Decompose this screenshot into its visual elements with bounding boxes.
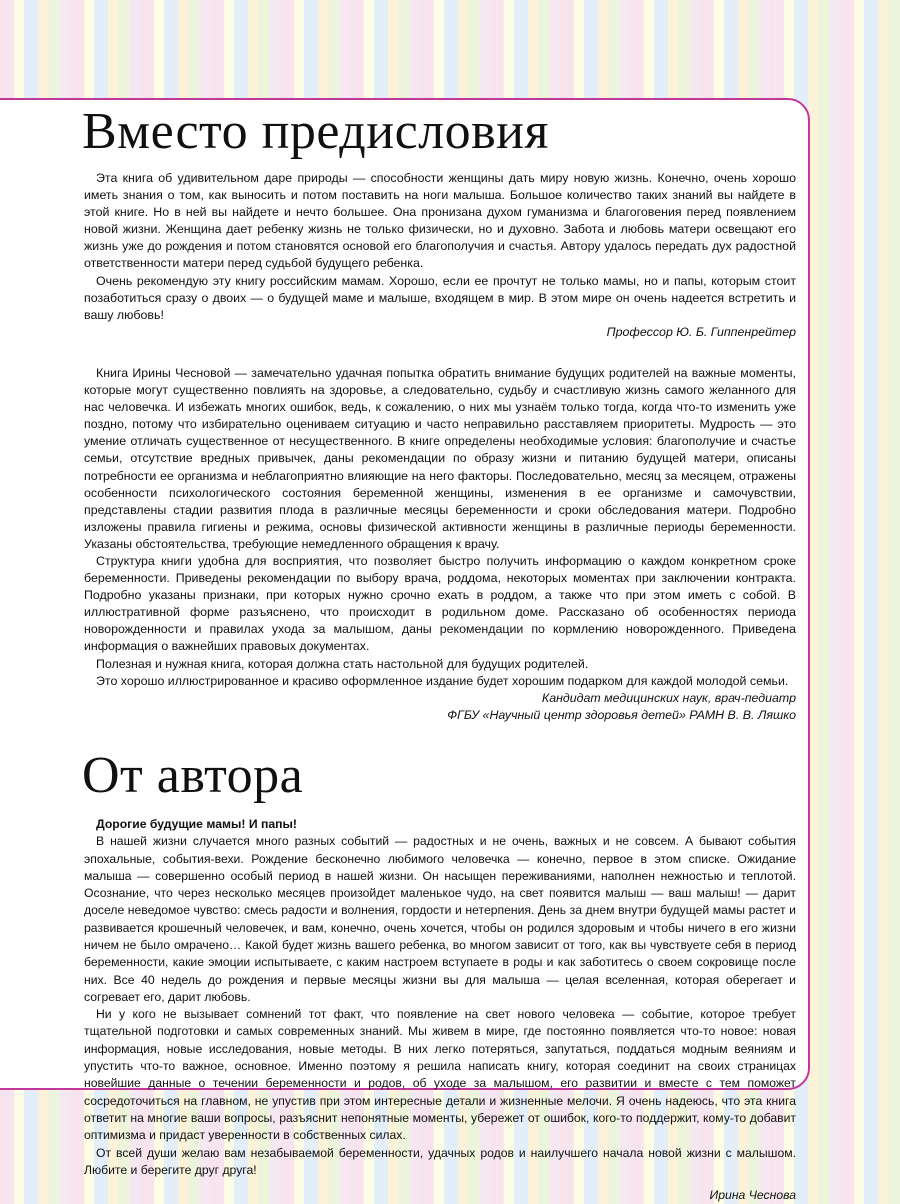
section-title-author: От автора bbox=[82, 746, 304, 804]
author-paragraph: В нашей жизни случается много разных событий — радостных и не очень, важных и не совсем. А бывают события эпохальные, события-вехи. Рождение бесконечно любимого человечка — конечно, первое в этом списке. Ожидание малыша — совершенно особый период в нашей жизни. Он насыщен переживаниями, наполнен нежностью и теплотой. Осознание, что через несколько месяцев произойдет маленькое чудо, на свет появится малыш — ваш малыш! — дарит доселе неведомое чувство: смесь радости и волнения, гордости и нетерпения. День за днем внутри будущей мамы растет и развивается крошечный человечек, и вам, конечно, очень хочется, чтобы он родился здоровым и чтобы ничего в его жизни ничем не было омрачено… Какой будет жизнь вашего ребенка, во многом зависит от того, как вы чувствуете себя в период беременности, какие эмоции испытываете, с каким настроем вступаете в роды и как заботитесь о своем сокровище после них. Все 40 недель до рождения и первые месяцы жизни вы для малыша — целая вселенная, которая оберегает и согревает его, дарит любовь. bbox=[84, 834, 796, 1004]
author-paragraph: Ни у кого не вызывает сомнений тот факт, что появление на свет нового человека — событие, которое требует тщательной подготовки и самых современных знаний. Мы живем в мире, где постоянно появляется что-то новое: новая информация, новые исследования, новые методы. В них легко потеряться, запутаться, поддаться модным веяниям и упустить что-то важное, основное. Именно поэтому я решила написать книгу, которая соединит на своих страницах новейшие данные о течении беременности и родов, об уходе за малышом, его развитии и вместе с тем поможет сосредоточиться на главном, не упустив при этом интересные детали и жизненные мелочи. Я очень надеюсь, что эта книга ответит на многие ваши вопросы, разъяснит непонятные моменты, убережет от ошибок, кого-то поддержит, кому-то добавит оптимизма и придаст уверенности в собственных силах. bbox=[84, 1007, 796, 1143]
review2-paragraph: Книга Ирины Чесновой — замечательно удачная попытка обратить внимание будущих родителей на важные моменты, которые могут существенно повлиять на здоровье, а следовательно, судьбу и счастливую жизнь самого желанного для нас человечка. И избежать многих ошибок, ведь, к сожалению, о них мы узнаём только тогда, когда что-то изменить уже поздно, потому что избирательно оцениваем ситуацию и часто неправильно расставляем приоритеты. Мудрость — это умение отличать существенное от несущественного. В книге определены необходимые условия: благополучие и счастье семьи, отсутствие вредных привычек, даны рекомендации по образу жизни и питанию будущей матери, описаны потребности ее организма и неблагоприятно влияющие на него факторы. Последовательно, месяц за месяцем, отражены особенности психологического состояния беременной женщины, изменения в ее организме и самочувствии, представлены стадии развития плода в различные месяцы беременности и сроки обследования матери. Подробно изложены правила гигиены и режима, основы физической активности женщины в различные периоды беременности. Указаны обстоятельства, требующие немедленного обращения к врачу. bbox=[84, 365, 796, 551]
author-section bbox=[84, 816, 796, 1204]
section-title-foreword: Вместо предисловия bbox=[82, 103, 549, 160]
review2-signature-line1: Кандидат медицинских наук, врач-педиатр bbox=[541, 690, 796, 705]
author-greeting: Дорогие будущие мамы! И папы! bbox=[96, 816, 297, 831]
review1-paragraph: Очень рекомендую эту книгу российским мамам. Хорошо, если ее прочтут не только мамы, но и папы, которым стоит позаботиться сразу о двоих — о будущей маме и малыше, входящем в мир. В этом мире он очень надеется встретить и вашу любовь! bbox=[84, 273, 796, 322]
review1-paragraph: Эта книга об удивительном даре природы — способности женщины дать миру новую жизнь. Конечно, очень хорошо иметь знания о том, как выносить и потом поставить на ноги малыша. Большое количество таких знаний вы найдете в этой книге. Но в ней вы найдете и нечто большее. Она пронизана духом гуманизма и благоговения перед появлением новой жизни. Женщина дает ребенку жизнь не только физически, но и духовно. Забота и любовь матери освещают его жизнь уже до рождения и потом становятся основой его благополучия и счастья. Автору удалось передать дух радостной ответственности матери перед судьбой будущего ребенка. bbox=[84, 171, 796, 271]
author-paragraph: От всей души желаю вам незабываемой беременности, удачных родов и наилучшего начала новой жизни с малышом. Любите и берегите друг друга! bbox=[84, 1145, 796, 1177]
review1-signature: Профессор Ю. Б. Гиппенрейтер bbox=[606, 324, 796, 339]
spacer bbox=[84, 341, 796, 365]
review2-paragraph: Структура книги удобна для восприятия, что позволяет быстро получить информацию о каждом конкретном сроке беременности. Приведены рекомендации по выбору врача, роддома, некоторых моментах при заключении контракта. Подробно указаны признаки, при которых нужно срочно ехать в роддом, а также что при этом иметь с собой. В иллюстративной форме разъяснено, что происходит в родильном доме. Рассказано об особенностях периода новорожденности и правилах ухода за малышом, даны рекомендации по кормлению новорожденного. Приведена информация о важнейших правовых документах. bbox=[84, 553, 796, 654]
page-content bbox=[84, 100, 796, 1204]
review2-paragraph: Это хорошо иллюстрированное и красиво оформленное издание будет хорошим подарком для каждой молодой семьи. bbox=[96, 673, 789, 688]
foreword-section bbox=[84, 170, 796, 724]
review2-paragraph: Полезная и нужная книга, которая должна стать настольной для будущих родителей. bbox=[96, 656, 589, 671]
author-signature: Ирина Чеснова bbox=[709, 1188, 796, 1203]
review2-signature-line2: ФГБУ «Научный центр здоровья детей» РАМН В. В. Ляшко bbox=[447, 707, 796, 722]
